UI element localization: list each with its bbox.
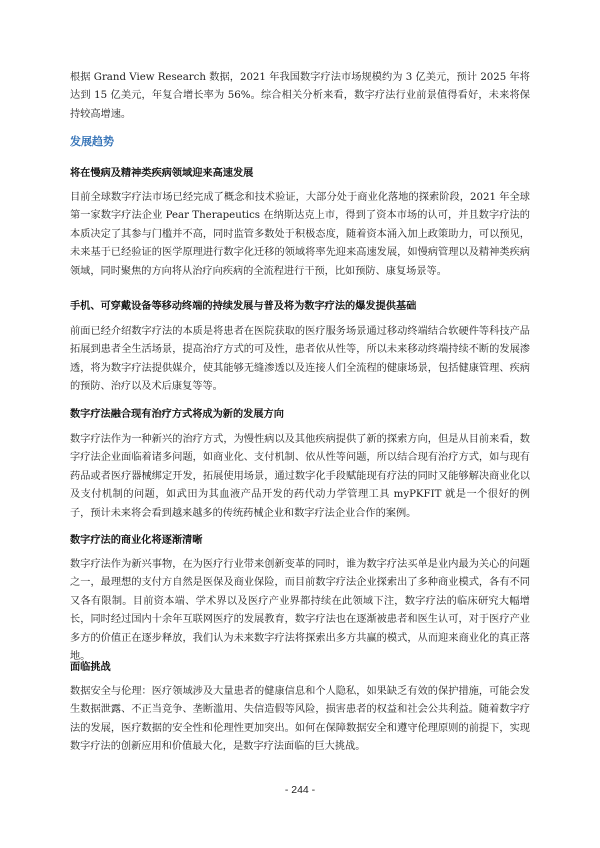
section-title-trend: 发展趋势 [70,135,114,148]
trend3-body: 数字疗法作为一种新兴的治疗方式，为慢性病以及其他疾病提供了新的探索方向，但是从目前来看，数字疗法企业面临着诸多问题，如商业化、支付机制、依从性等问题，所以结合现有治疗方式，如与现有药品或者医疗器械绑定开发，拓展使用场景，通过数字化手段赋能现有疗法的同时又能够解决商业化以及支付机制的问题，如武田为其血液产品开发的药代动力学管理工具 myPKFIT 就是一个很好的例子，预计未来将会看到越来越多的传统药械企业和数字疗法企业合作的案例。 [70,434,530,519]
trend2-body: 前面已经介绍数字疗法的本质是将患者在医院获取的医疗服务场景通过移动终端结合软硬件等科技产品拓展到患者全生活场景，提高治疗方式的可及性，患者依从性等，所以未来移动终端持续不断的发展渗透，将为数字疗法提供媒介，使其能够无缝渗透以及连接人们全流程的健康场景，包括健康管理、疾病的预防、治疗以及术后康复等等。 [70,326,530,393]
intro-paragraph: 根据 Grand View Research 数据，2021 年我国数字疗法市场规模约为 3 亿美元，预计 2025 年将达到 15 亿美元，年复合增长率为 56%。综合相关分析来看，数字疗法行业前景值得看好，未来将保持较高增速。 [70,72,530,120]
trend3-title: 数字疗法融合现有治疗方式将成为新的发展方向 [70,409,284,420]
trend4-body: 数字疗法作为新兴事物，在为医疗行业带来创新变革的同时，谁为数字疗法买单是业内最为关心的问题之一，最理想的支付方自然是医保及商业保险，而目前数字疗法企业探索出了多种商业模式，各有不同又各有限制。目前资本端、学术界以及医疗产业界都持续在此领域下注，数字疗法的临床研究大幅增长，同时经过国内十余年互联网医疗的发展教育，数字疗法也在逐渐被患者和医生认可，对于医疗产业多方的价值正在逐步释放，我们认为未来数字疗法将探索出多方共赢的模式，从而迎来商业化的真正落地。 [70,559,530,663]
trend2-title: 手机、可穿戴设备等移动终端的持续发展与普及将为数字疗法的爆发提供基础 [70,301,417,312]
page-number: - 244 - [284,784,316,796]
challenge-title: 面临挑战 [70,662,111,673]
trend4-title: 数字疗法的商业化将逐渐清晰 [70,535,203,546]
challenge-body: 数据安全与伦理：医疗领域涉及大量患者的健康信息和个人隐私，如果缺乏有效的保护措施，可能会发生数据泄露、不正当竞争、垄断滥用、失信造假等风险，损害患者的权益和社会公共利益。随着数字疗法的发展，医疗数据的安全性和伦理性更加突出。如何在保障数据安全和遵守伦理原则的前提下，实现数字疗法的创新应用和价值最大化，是数字疗法面临的巨大挑战。 [70,686,530,753]
trend1-body: 目前全球数字疗法市场已经完成了概念和技术验证，大部分处于商业化落地的探索阶段，2021 年全球第一家数字疗法企业 Pear Therapeutics 在纳斯达克上市，得到了资本市场的认可，并且数字疗法的本质决定了其参与门槛并不高，同时监管多数处于积极态度，随着资本涌入加上政策助力，可以预见，未来基于已经验证的医学原理进行数字化迁移的领域将率先迎来高速发展，如慢病管理以及精神类疾病领域，同时聚焦的方向将从治疗向疾病的全流程进行干预，比如预防、康复场景等。 [70,192,530,277]
trend1-title: 将在慢病及精神类疾病领域迎来高速发展 [70,168,254,179]
